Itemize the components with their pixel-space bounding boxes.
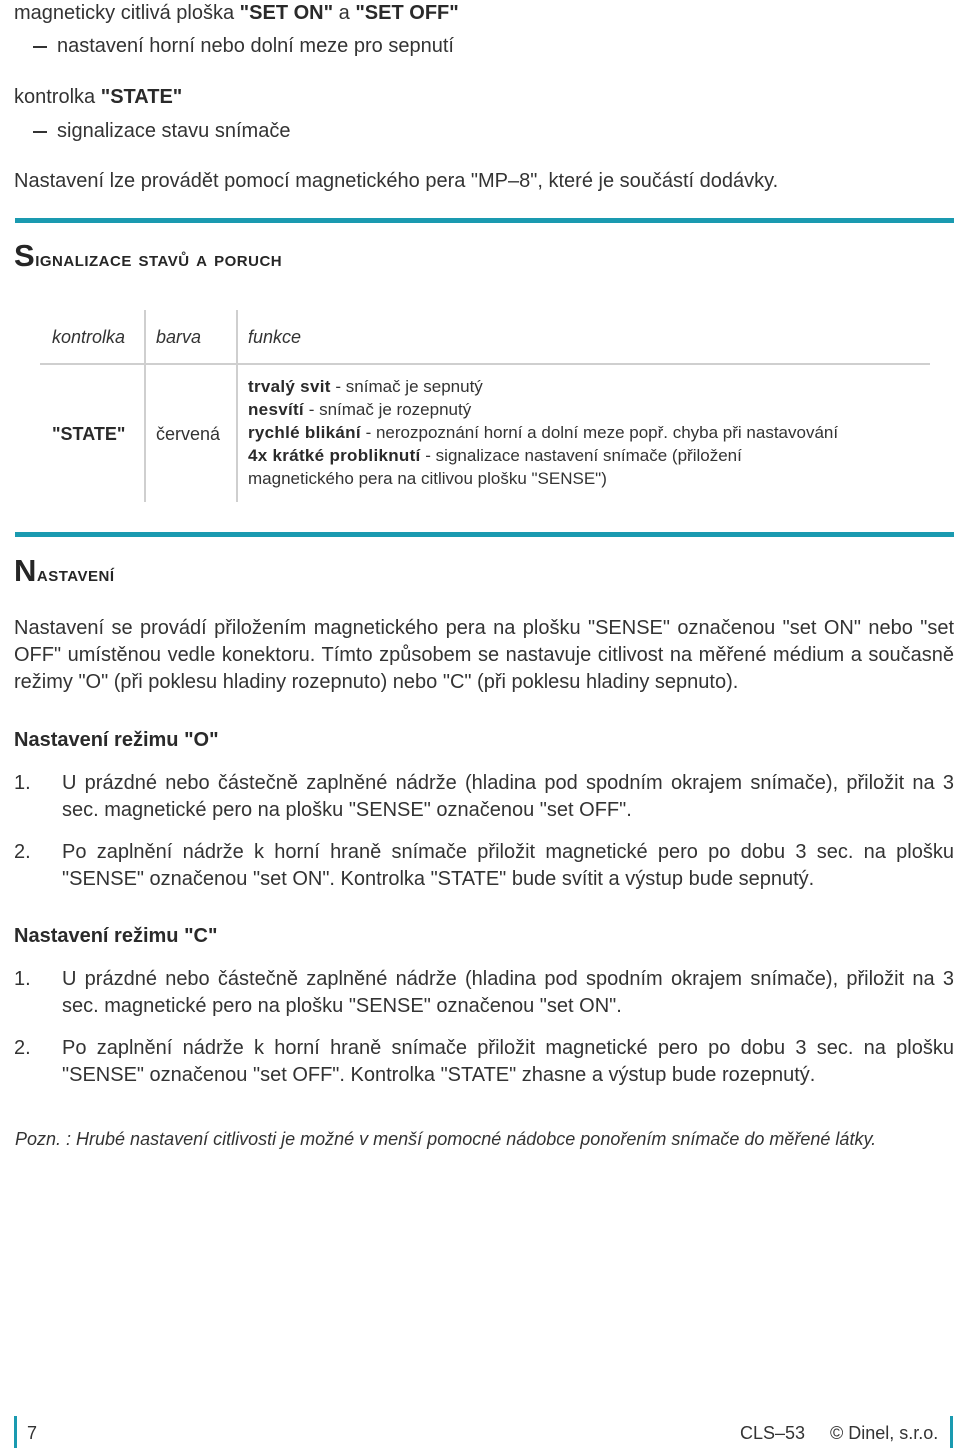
state-label: "STATE" — [100, 86, 183, 108]
function-term: nesvítí — [248, 400, 304, 419]
intro-line-state — [14, 84, 182, 111]
section-title-rest: astavení — [36, 561, 115, 586]
intro-line-set — [14, 0, 459, 27]
function-line — [248, 398, 838, 421]
section-title-rest: ignalizace stavů a poruch — [35, 246, 283, 271]
intro-line1-prefix: magneticky citlivá ploška — [14, 2, 240, 24]
table-header-funkce: funkce — [248, 327, 302, 347]
intro-pen-note: Nastavení lze provádět pomocí magnetického pera "MP–8", které je součástí dodávky. — [14, 170, 779, 192]
function-desc: - nerozpoznání horní a dolní meze popř. chyba při nastavování — [360, 423, 839, 442]
section-title-cap: N — [14, 553, 37, 588]
function-line — [248, 444, 838, 467]
intro-line1-description: nastavení horní nebo dolní meze pro sepnutí — [57, 35, 454, 57]
table-column-divider — [144, 310, 146, 502]
function-line — [248, 421, 838, 444]
function-desc: - snímač je sepnutý — [330, 377, 483, 396]
list-number: 1. — [14, 968, 31, 990]
intro-line1-mid: a — [333, 2, 356, 24]
table-header-divider — [40, 363, 930, 365]
function-line — [248, 375, 838, 398]
intro-line2-prefix: kontrolka — [14, 86, 101, 108]
signal-table — [40, 310, 930, 502]
function-term: trvalý svit — [248, 377, 331, 396]
set-off-label: "SET OFF" — [355, 2, 459, 24]
function-term: rychlé blikání — [248, 423, 361, 442]
function-term: 4x krátké probliknutí — [248, 446, 421, 465]
list-number: 2. — [14, 841, 31, 863]
function-line — [248, 467, 838, 490]
footer-copyright: © Dinel, s.r.o. — [830, 1423, 939, 1443]
table-column-divider — [236, 310, 238, 502]
table-cell-funkce — [248, 375, 838, 490]
footer-bar-right — [950, 1416, 953, 1448]
function-desc: - signalizace nastavení snímače (přiložení — [420, 446, 742, 465]
function-desc: - snímač je rozepnutý — [303, 400, 472, 419]
page-number: 7 — [27, 1423, 38, 1443]
intro-line2-description: signalizace stavu snímače — [57, 120, 291, 142]
section-divider — [15, 218, 954, 223]
section-title-cap: S — [14, 238, 36, 273]
footer-bar-left — [14, 1416, 17, 1448]
list-item: U prázdné nebo částečně zaplněné nádrže (hladina pod spodním okrajem snímače), přiložit na 3 sec. magnetické pero na plošku "SENSE" označenou "set OFF". — [62, 772, 954, 821]
section-title-nastaveni — [14, 553, 115, 588]
mode-o-title: Nastavení režimu "O" — [14, 729, 219, 751]
section-title-signalizace — [14, 238, 283, 273]
function-desc: magnetického pera na citlivou plošku "SENSE") — [248, 469, 607, 488]
list-number: 2. — [14, 1037, 31, 1059]
dash-marker — [33, 131, 47, 133]
table-cell-kontrolka: "STATE" — [52, 424, 126, 444]
section-divider — [15, 532, 954, 537]
list-item: Po zaplnění nádrže k horní hraně snímače přiložit magnetické pero po dobu 3 sec. na plošku "SENSE" označenou "set ON". Kontrolka "STATE" bude svítit a výstup bude sepnutý. — [62, 841, 954, 890]
table-header-barva: barva — [156, 327, 202, 347]
list-number: 1. — [14, 772, 31, 794]
list-item: Po zaplnění nádrže k horní hraně snímače přiložit magnetické pero po dobu 3 sec. na plošku "SENSE" označenou "set OFF". Kontrolka "STATE" zhasne a výstup bude rozepnutý. — [62, 1037, 954, 1086]
footnote: Pozn. : Hrubé nastavení citlivosti je možné v menší pomocné nádobce ponořením snímače do měřené látky. — [15, 1129, 877, 1149]
footer-model: CLS–53 — [740, 1423, 806, 1443]
mode-c-title: Nastavení režimu "C" — [14, 925, 218, 947]
list-item: U prázdné nebo částečně zaplněné nádrže (hladina pod spodním okrajem snímače), přiložit na 3 sec. magnetické pero na plošku "SENSE" označenou "set ON". — [62, 968, 954, 1017]
table-cell-barva: červená — [156, 424, 221, 444]
nastaveni-paragraph: Nastavení se provádí přiložením magnetického pera na plošku "SENSE" označenou "set ON" nebo "set OFF" umístěnou vedle konektoru. Tímto způsobem se nastavuje citlivost na měřené médium a současně režimy "O" (při poklesu hladiny rozepnuto) nebo "C" (při poklesu hladiny sepnuto). — [14, 617, 954, 693]
set-on-label: "SET ON" — [239, 2, 334, 24]
table-header-kontrolka: kontrolka — [52, 327, 126, 347]
dash-marker — [33, 46, 47, 48]
